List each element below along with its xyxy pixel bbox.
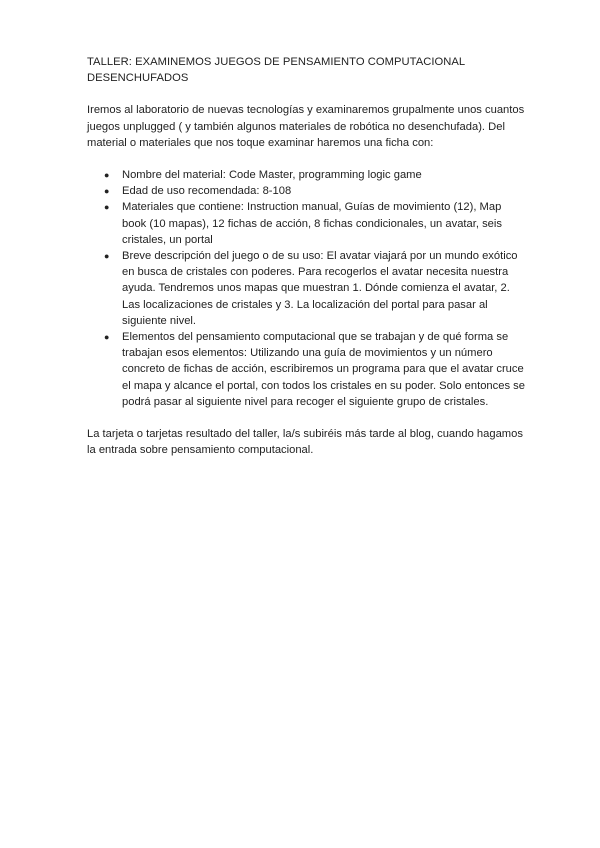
intro-paragraph: Iremos al laboratorio de nuevas tecnologías y examinaremos grupalmente unos cuantos juegos unplugged ( y también algunos materiales de robótica no desenchufada). Del material o materiales que nos toque examinar haremos una ficha con: (87, 104, 525, 149)
bullet-icon: ● (104, 202, 110, 213)
document-title: TALLER: EXAMINEMOS JUEGOS DE PENSAMIENTO COMPUTACIONAL DESENCHUFADOS (87, 56, 465, 85)
bullet-list (87, 167, 527, 410)
list-item-text: Elementos del pensamiento computacional que se trabajan y de qué forma se trabajan esos elementos: Utilizando una guía de movimientos y un número concreto de fichas de acción, escribiremos un programa para que el avatar cruce el mapa y alcance el portal, con todos los cristales en su poder. Solo entonces se podrá pasar al siguiente nivel para recoger el siguiente grupo de cristales. (122, 331, 525, 408)
list-item-text: Nombre del material: Code Master, programming logic game (122, 169, 422, 182)
bullet-icon: ● (104, 332, 110, 343)
list-item (87, 199, 527, 248)
list-item-text: Materiales que contiene: Instruction manual, Guías de movimiento (12), Map book (10 mapas), 12 fichas de acción, 8 fichas condicionales, un avatar, seis cristales, un portal (122, 201, 502, 246)
list-item (87, 167, 527, 183)
bullet-icon: ● (104, 251, 110, 262)
bullet-icon: ● (104, 186, 110, 197)
list-item-text: Edad de uso recomendada: 8-108 (122, 185, 292, 198)
list-item (87, 329, 527, 410)
list-item-text: Breve descripción del juego o de su uso: El avatar viajará por un mundo exótico en busca de cristales con poderes. Para recogerlos el avatar necesita nuestra ayuda. Tendremos unos mapas que muestran 1. Dónde comienza el avatar, 2. Las localizaciones de cristales y 3. La localización del portal para pasar al siguiente nivel. (122, 250, 518, 327)
list-item (87, 183, 527, 199)
bullet-icon: ● (104, 170, 110, 181)
document-page (87, 54, 527, 458)
closing-paragraph: La tarjeta o tarjetas resultado del taller, la/s subiréis más tarde al blog, cuando hagamos la entrada sobre pensamiento computacional. (87, 428, 523, 457)
list-item (87, 248, 527, 329)
